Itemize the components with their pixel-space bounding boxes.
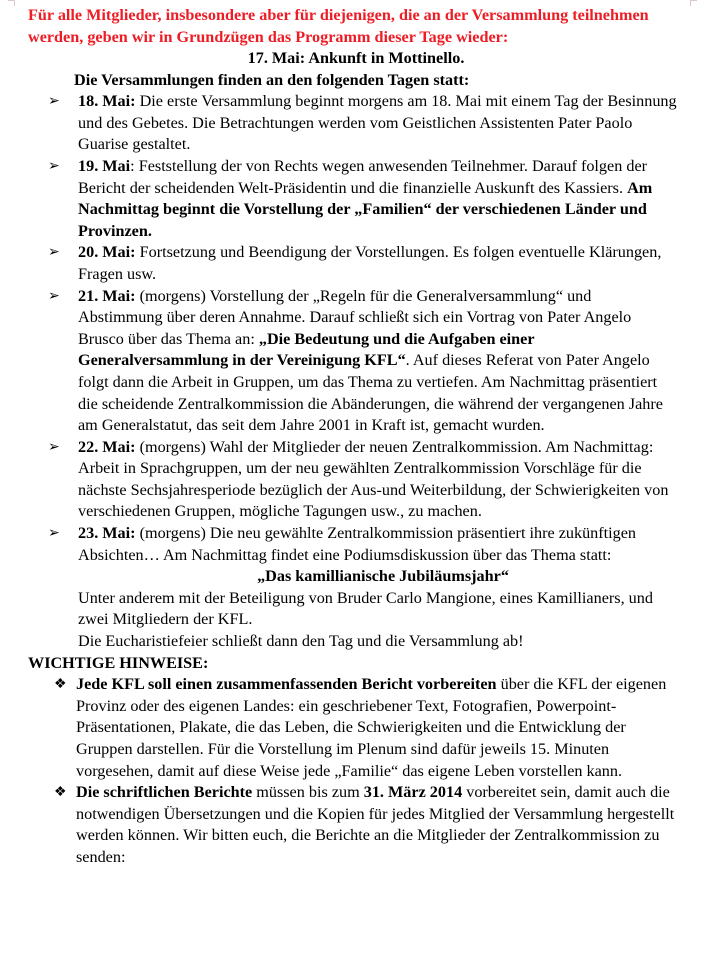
days-heading: Die Versammlungen finden an den folgenden Tagen statt: (74, 70, 470, 89)
corner-mark-left-h (8, 0, 15, 1)
panel-theme: „Das kamillianische Jubiläumsjahr“ (257, 567, 509, 586)
note-text-after: vorbereitet sein, damit auch die notwendigen Übersetzungen und die Kopien für jedes Mitglied der Versammlung hergestellt werden können. Wir bitten euch, die Berichte an die Mitglieder der Zentralkommission zu senden: (76, 783, 675, 866)
arrival-heading: 17. Mai: Ankunft in Mottinello. (247, 49, 465, 67)
day-text: : Feststellung der von Rechts wegen anwesenden Teilnehmer. Darauf folgen der Bericht der scheidenden Welt-Präsidentin und die finanzielle Auskunft des Kassiers. (78, 156, 648, 197)
day-item-18-mai (28, 91, 678, 156)
day-date: 19. Mai (78, 156, 131, 175)
day-text: Fortsetzung und Beendigung der Vorstellungen. Es folgen eventuelle Klärungen, Fragen usw. (78, 243, 662, 283)
day-text: (morgens) Vorstellung der „Regeln für die Generalversammlung“ und Abstimmung über deren Annahme. Darauf schließt sich ein Vortrag von Pater Angelo Brusco über das Thema an: (78, 286, 632, 348)
arrow-bullet-icon: ➢ (48, 94, 60, 110)
day-bold-text: „Die Bedeutung und die Aufgaben einer Generalversammlung in der Vereinigung KFL“ (78, 329, 535, 370)
day-item-19-mai (28, 156, 678, 242)
note-text: über die KFL der eigenen Provinz oder des eigenen Landes: ein geschriebener Text, Fotografien, Powerpoint-Präsentationen, Plakate, die das Leben, die Schwierigkeiten und die Entwicklung der Gruppen darstellen. Für die Vorstellung im Plenum sind dafür jeweils 15. Minuten vorgesehen, damit auf diese Weise jede „Familie“ das eigene Leben vorstellen kann. (76, 675, 667, 780)
document-page (28, 4, 678, 869)
day-item-22-mai (28, 437, 678, 523)
arrow-bullet-icon: ➢ (48, 158, 60, 174)
day-item-23-mai (28, 523, 678, 653)
arrow-bullet-icon: ➢ (48, 526, 60, 542)
notes-heading: WICHTIGE HINWEISE: (28, 653, 209, 672)
note-bold-lead: Jede KFL soll einen zusammenfassenden Bericht vorbereiten (76, 675, 497, 694)
day-text: (morgens) Wahl der Mitglieder der neuen Zentralkommission. Am Nachmittag: Arbeit in Sprachgruppen, um der neu gewählten Zentralkommission Vorschläge für die nächste Sechsjahresperiode bezüglich der Aus-und Weiterbildung, der Schwierigkeiten von verschiedenen Gruppen, mögliche Tagungen usw., zu machen. (78, 437, 669, 521)
corner-mark-right-h (690, 0, 697, 1)
diamond-bullet-icon: ❖ (54, 785, 67, 801)
day-date: 20. Mai: (78, 243, 136, 262)
day-bold-text: Am Nachmittag beginnt die Vorstellung der „Familien“ der verschiedenen Länder und Provinzen. (78, 178, 653, 240)
program-days-list (28, 91, 678, 652)
day-item-20-mai (28, 242, 678, 285)
note-item-report (28, 674, 678, 782)
day-item-21-mai (28, 286, 678, 437)
notes-list (28, 674, 678, 868)
day-date: 21. Mai: (78, 286, 136, 305)
day-text: Die erste Versammlung beginnt morgens am 18. Mai mit einem Tag der Besinnung und des Gebetes. Die Betrachtungen werden vom Geistlichen Assistenten Pater Paolo Guarise gestaltet. (78, 92, 677, 154)
day-date: 18. Mai: (78, 92, 136, 111)
note-bold-lead: Die schriftlichen Berichte (76, 783, 253, 802)
closing-mass: Die Eucharistiefeier schließt dann den Tag und die Versammlung ab! (78, 632, 524, 651)
day-date: 22. Mai: (78, 437, 136, 456)
intro-paragraph: Für alle Mitglieder, insbesondere aber für diejenigen, die an der Versammlung teilnehmen werden, geben wir in Grundzügen das Programm dieser Tage wieder: (28, 6, 649, 46)
note-deadline-date: 31. März 2014 (363, 783, 463, 802)
arrow-bullet-icon: ➢ (48, 288, 60, 304)
panel-participants: Unter anderem mit der Beteiligung von Bruder Carlo Mangione, eines Kamillianers, und zwei Mitgliedern der KFL. (78, 588, 653, 629)
arrow-bullet-icon: ➢ (48, 439, 60, 455)
day-text-after: . Auf dieses Referat von Pater Angelo folgt dann die Arbeit in Gruppen, um das Thema zu vertiefen. Am Nachmittag präsentiert die scheidende Zentralkommission die Abänderungen, die während der vergangenen Jahre am Generalstatut, das seit dem Jahre 2001 in Kraft ist, gemacht wurden. (78, 351, 663, 435)
note-item-deadline (28, 782, 678, 868)
diamond-bullet-icon: ❖ (54, 677, 67, 693)
day-text: (morgens) Die neu gewählte Zentralkommission präsentiert ihre zukünftigen Absichten… Am Nachmittag findet eine Podiumsdiskussion über das Thema statt: (78, 524, 637, 564)
day-date: 23. Mai: (78, 524, 136, 543)
note-text: müssen bis zum (252, 783, 364, 802)
arrow-bullet-icon: ➢ (48, 245, 60, 261)
